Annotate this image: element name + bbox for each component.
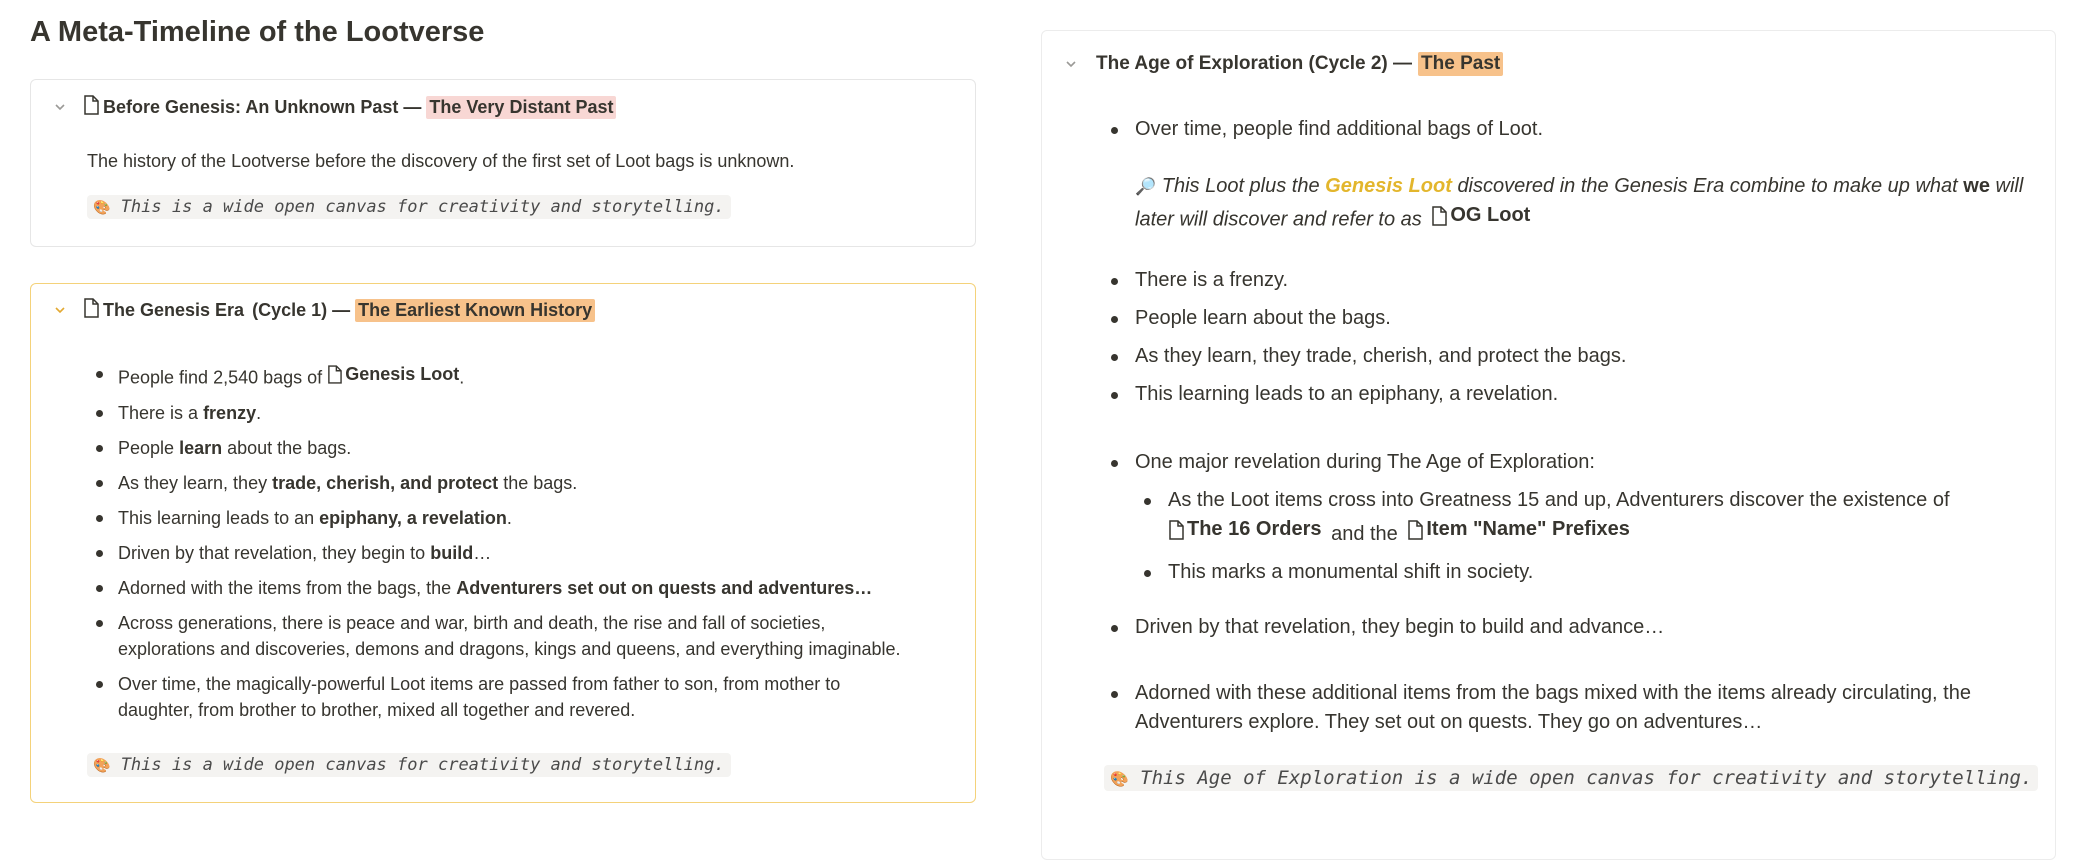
genesis-loot-link[interactable]: Genesis Loot <box>1325 175 1452 197</box>
palette-icon: 🎨 <box>1110 770 1129 788</box>
before-genesis-header[interactable] <box>49 92 616 122</box>
era-tag: The Past <box>1418 52 1503 76</box>
document-icon <box>327 365 342 384</box>
sub-list <box>1168 486 2035 587</box>
exploration-list-5 <box>1135 679 2035 737</box>
code-note <box>1104 765 2038 791</box>
document-icon <box>1168 520 1184 540</box>
exploration-list-4 <box>1135 613 2035 642</box>
list-item: There is a frenzy. <box>118 400 958 426</box>
document-icon <box>1431 206 1447 226</box>
item-name-prefixes-link[interactable]: Item "Name" Prefixes <box>1407 515 1630 544</box>
code-note-text: This Age of Exploration is a wide open canvas for creativity and storytelling. <box>1140 767 2033 789</box>
list-item: Over time, people find additional bags of Loot. <box>1135 115 2035 144</box>
code-note-text: This is a wide open canvas for creativity and storytelling. <box>120 197 725 217</box>
og-loot-note: 🔎 This Loot plus the Genesis Loot discovered in the Genesis Era combine to make up what we will later will discover and refer to as OG Loot <box>1135 175 2024 231</box>
document-icon <box>1407 520 1423 540</box>
palette-icon: 🎨 <box>93 758 111 774</box>
age-of-exploration-card <box>1041 30 2056 860</box>
code-note <box>87 753 731 777</box>
title-dash: — <box>403 96 422 117</box>
list-item: People learn about the bags. <box>118 435 958 461</box>
before-genesis-card <box>30 79 976 247</box>
code-note <box>87 195 731 219</box>
og-loot-link[interactable]: OG Loot <box>1431 201 1530 230</box>
exploration-list-1 <box>1135 115 2035 144</box>
list-item: Driven by that revelation, they begin to build… <box>118 540 958 566</box>
document-icon <box>83 95 99 120</box>
list-item: Adorned with these additional items from the bags mixed with the items already circulating, the Adventurers explore. They set out on quests. They go on adventures… <box>1135 679 2035 737</box>
chevron-down-icon[interactable] <box>49 100 71 114</box>
age-of-exploration-header[interactable] <box>1060 49 1503 79</box>
list-item: This learning leads to an epiphany, a revelation. <box>1135 380 2035 409</box>
genesis-era-header[interactable] <box>49 295 595 325</box>
era-tag: The Very Distant Past <box>426 96 616 119</box>
list-item: As the Loot items cross into Greatness 15 and up, Adventurers discover the existence of The 16 Orders and the Item "Name" Prefixes <box>1168 486 2035 549</box>
chevron-down-icon[interactable] <box>49 303 71 317</box>
list-item: As they learn, they trade, cherish, and protect the bags. <box>1135 342 2035 371</box>
cycle-label: (Cycle 1) — <box>252 299 351 320</box>
list-item: This learning leads to an epiphany, a revelation. <box>118 505 958 531</box>
page-title: A Meta-Timeline of the Lootverse <box>30 16 485 48</box>
era-tag: The Earliest Known History <box>355 299 595 322</box>
before-genesis-text: The history of the Lootverse before the discovery of the first set of Loot bags is unknown. <box>87 151 795 171</box>
list-item: As they learn, they trade, cherish, and protect the bags. <box>118 470 958 496</box>
list-item: Driven by that revelation, they begin to build and advance… <box>1135 613 2035 642</box>
genesis-era-card <box>30 283 976 803</box>
genesis-loot-link[interactable]: Genesis Loot <box>327 361 459 387</box>
exploration-list-3 <box>1135 448 2035 587</box>
list-item: There is a frenzy. <box>1135 266 2035 295</box>
list-item: People find 2,540 bags of Genesis Loot . <box>118 361 958 391</box>
card-title: Before Genesis: An Unknown Past <box>103 96 399 117</box>
sixteen-orders-link[interactable]: The 16 Orders <box>1168 515 1322 544</box>
genesis-list <box>118 361 958 723</box>
exploration-list-2 <box>1135 266 2035 409</box>
chevron-down-icon[interactable] <box>1060 57 1082 71</box>
card-title: The Genesis Era <box>103 299 245 320</box>
card-title: The Age of Exploration (Cycle 2) — <box>1096 53 1413 74</box>
list-item: This marks a monumental shift in society. <box>1168 558 2035 587</box>
list-item: One major revelation during The Age of Exploration: As the Loot items cross into Greatness 15 and up, Adventurers discover the existence of The 16 Orders and the Item "Name" Prefixes This marks a monumental shift in society. <box>1135 448 2035 587</box>
list-item: People learn about the bags. <box>1135 304 2035 333</box>
document-icon <box>83 298 99 323</box>
palette-icon: 🎨 <box>93 200 111 216</box>
list-item: Across generations, there is peace and war, birth and death, the rise and fall of societies, explorations and discoveries, demons and dragons, kings and queens, and everything imaginable. <box>118 610 958 662</box>
magnifier-icon: 🔎 <box>1135 177 1157 196</box>
list-item: Adorned with the items from the bags, the Adventurers set out on quests and adventures… <box>118 575 958 601</box>
list-item: Over time, the magically-powerful Loot items are passed from father to son, from mother to daughter, from brother to brother, mixed all together and revered. <box>118 671 958 723</box>
code-note-text: This is a wide open canvas for creativity and storytelling. <box>120 755 725 775</box>
